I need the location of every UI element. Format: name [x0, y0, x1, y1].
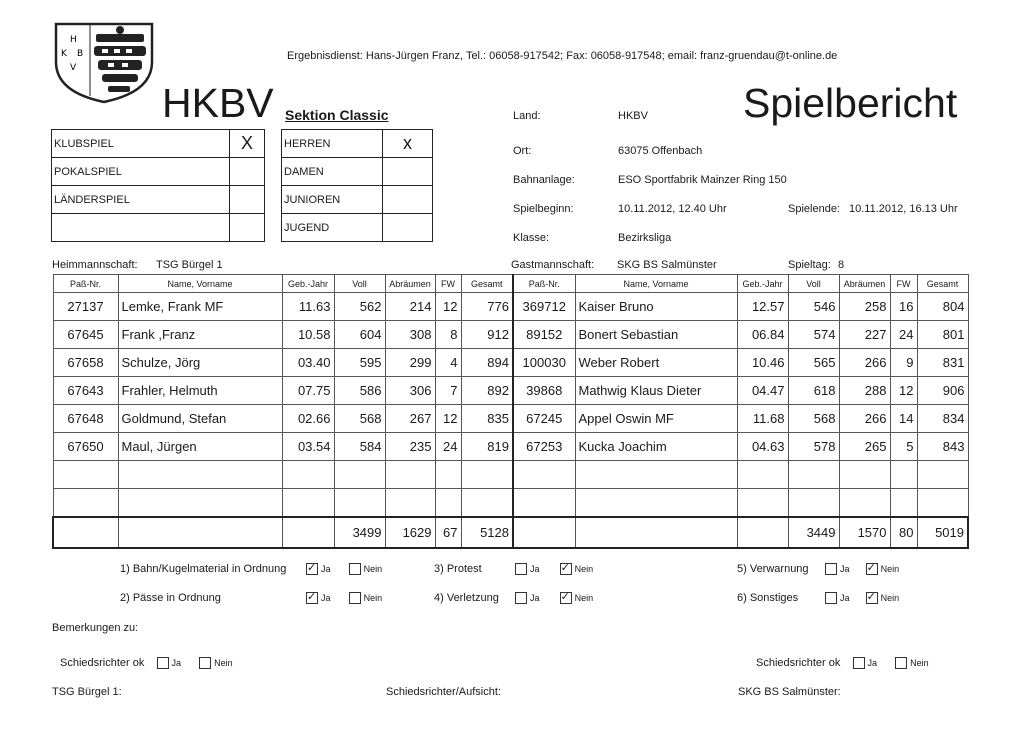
guest-cell-ges: 834 [917, 405, 968, 433]
home-cell-abr: 214 [385, 293, 435, 321]
col-pass-home: Paß-Nr. [53, 275, 118, 293]
col-geb-home: Geb.-Jahr [282, 275, 334, 293]
logo-letter-h: H [70, 35, 77, 45]
referee-signature-label: Schiedsrichter/Aufsicht: [386, 686, 501, 698]
check-protest-label: 3) Protest [434, 563, 482, 575]
guest-cell-name [575, 489, 737, 518]
game-type-klubspiel: KLUBSPIEL [52, 130, 230, 158]
referee-ok-left [60, 657, 233, 669]
guest-cell-fw [890, 489, 917, 518]
table-row [53, 293, 968, 321]
col-ges-home: Gesamt [461, 275, 513, 293]
check-paesse-nein-box[interactable] [349, 592, 361, 604]
guest-total-voll: 3449 [788, 517, 839, 548]
guest-team-label: Gastmannschaft: [511, 259, 595, 271]
home-cell-pass: 67648 [53, 405, 118, 433]
check-bahn-ja-label: Ja [321, 564, 331, 575]
guest-cell-name: Kaiser Bruno [575, 293, 737, 321]
totals-empty [118, 517, 282, 548]
guest-cell-abr [839, 461, 890, 489]
check-sonstiges [737, 592, 798, 604]
table-row [53, 489, 968, 518]
home-cell-voll: 595 [334, 349, 385, 377]
totals-empty [737, 517, 788, 548]
guest-total-fw: 80 [890, 517, 917, 548]
check-paesse-options [306, 592, 382, 604]
guest-total-ges: 5019 [917, 517, 968, 548]
category-junioren-mark[interactable] [383, 186, 433, 214]
guest-cell-abr: 265 [839, 433, 890, 461]
category-damen-mark[interactable] [383, 158, 433, 186]
home-cell-fw: 12 [435, 293, 461, 321]
totals-empty [53, 517, 118, 548]
referee-ok-left-ja-box[interactable] [157, 657, 169, 669]
check-verwarnung-ja-box[interactable] [825, 563, 837, 575]
home-cell-voll: 586 [334, 377, 385, 405]
table-header-row [53, 275, 968, 293]
home-cell-voll [334, 489, 385, 518]
check-paesse-label: 2) Pässe in Ordnung [120, 592, 221, 604]
col-abr-home: Abräumen [385, 275, 435, 293]
home-cell-voll: 604 [334, 321, 385, 349]
guest-cell-pass: 67253 [513, 433, 575, 461]
home-cell-abr: 306 [385, 377, 435, 405]
guest-cell-pass [513, 461, 575, 489]
col-fw-home: FW [435, 275, 461, 293]
guest-cell-pass: 39868 [513, 377, 575, 405]
home-cell-name: Goldmund, Stefan [118, 405, 282, 433]
guest-cell-abr [839, 489, 890, 518]
guest-cell-abr: 227 [839, 321, 890, 349]
guest-cell-fw: 5 [890, 433, 917, 461]
home-total-fw: 67 [435, 517, 461, 548]
referee-ok-right [756, 657, 929, 669]
totals-empty [575, 517, 737, 548]
referee-ok-left-nein-box[interactable] [199, 657, 211, 669]
table-row [53, 349, 968, 377]
home-cell-name: Frahler, Helmuth [118, 377, 282, 405]
guest-cell-name: Weber Robert [575, 349, 737, 377]
report-title: Spielbericht [743, 80, 958, 126]
remarks-label: Bemerkungen zu: [52, 622, 139, 634]
land-label: Land: [513, 110, 541, 122]
guest-cell-geb: 11.68 [737, 405, 788, 433]
check-bahn-nein-label: Nein [363, 564, 383, 575]
guest-cell-geb: 06.84 [737, 321, 788, 349]
check-paesse-nein-label: Nein [363, 593, 383, 604]
home-cell-abr [385, 489, 435, 518]
col-name-guest: Name, Vorname [575, 275, 737, 293]
guest-cell-name: Appel Oswin MF [575, 405, 737, 433]
home-cell-geb: 07.75 [282, 377, 334, 405]
home-cell-ges: 892 [461, 377, 513, 405]
guest-cell-fw [890, 461, 917, 489]
home-cell-geb: 03.40 [282, 349, 334, 377]
spielende-label: Spielende: [788, 203, 840, 215]
check-sonstiges-ja-box[interactable] [825, 592, 837, 604]
home-cell-fw: 12 [435, 405, 461, 433]
hkbv-title: HKBV [162, 80, 274, 126]
guest-cell-name: Bonert Sebastian [575, 321, 737, 349]
home-cell-name: Frank ,Franz [118, 321, 282, 349]
guest-cell-ges [917, 461, 968, 489]
hkbv-logo [52, 20, 156, 104]
guest-team-name: SKG BS Salmünster [617, 259, 717, 271]
check-verletzung-nein-box[interactable] [560, 592, 572, 604]
check-protest-options [515, 563, 593, 575]
guest-cell-name: Kucka Joachim [575, 433, 737, 461]
home-cell-geb [282, 489, 334, 518]
guest-cell-voll: 578 [788, 433, 839, 461]
check-verletzung-label: 4) Verletzung [434, 592, 499, 604]
guest-cell-pass: 100030 [513, 349, 575, 377]
home-cell-abr: 235 [385, 433, 435, 461]
guest-cell-ges: 906 [917, 377, 968, 405]
game-type-empty-mark[interactable] [230, 214, 265, 242]
guest-cell-geb: 12.57 [737, 293, 788, 321]
spielbeginn-value: 10.11.2012, 12.40 Uhr [618, 203, 727, 215]
home-total-ges: 5128 [461, 517, 513, 548]
home-total-abr: 1629 [385, 517, 435, 548]
check-protest-nein-label: Nein [574, 564, 594, 575]
home-cell-ges: 819 [461, 433, 513, 461]
home-cell-ges: 894 [461, 349, 513, 377]
guest-cell-geb: 04.47 [737, 377, 788, 405]
referee-ok-right-ja-box[interactable] [853, 657, 865, 669]
game-type-box [51, 129, 265, 242]
col-name-home: Name, Vorname [118, 275, 282, 293]
guest-total-abr: 1570 [839, 517, 890, 548]
check-verwarnung-options [825, 563, 899, 575]
guest-cell-voll: 568 [788, 405, 839, 433]
home-cell-abr [385, 461, 435, 489]
referee-ok-left-nein-label: Nein [214, 658, 233, 669]
table-row [53, 405, 968, 433]
guest-cell-geb: 04.63 [737, 433, 788, 461]
referee-ok-right-label: Schiedsrichter ok [756, 657, 841, 669]
spielbeginn-label: Spielbeginn: [513, 203, 574, 215]
col-abr-guest: Abräumen [839, 275, 890, 293]
home-cell-ges: 776 [461, 293, 513, 321]
guest-cell-abr: 288 [839, 377, 890, 405]
category-jugend-mark[interactable] [383, 214, 433, 242]
home-cell-pass: 67645 [53, 321, 118, 349]
home-cell-geb: 11.63 [282, 293, 334, 321]
home-cell-fw: 4 [435, 349, 461, 377]
home-cell-abr: 267 [385, 405, 435, 433]
col-voll-guest: Voll [788, 275, 839, 293]
check-sonstiges-nein-label: Nein [880, 593, 900, 604]
check-bahn [120, 563, 286, 575]
check-verwarnung-label: 5) Verwarnung [737, 563, 809, 575]
category-herren-mark[interactable]: x [383, 130, 433, 158]
totals-empty [282, 517, 334, 548]
referee-ok-right-nein-box[interactable] [895, 657, 907, 669]
home-cell-pass [53, 489, 118, 518]
check-verwarnung [737, 563, 809, 575]
spieltag-label: Spieltag: [788, 259, 831, 271]
result-service-line: Ergebnisdienst: Hans-Jürgen Franz, Tel.: 06058-917542; Fax: 06058-917548; email: franz-gruendau@t-online.de [287, 50, 838, 62]
guest-cell-voll [788, 489, 839, 518]
home-cell-pass: 67658 [53, 349, 118, 377]
guest-cell-name [575, 461, 737, 489]
ort-value: 63075 Offenbach [618, 145, 703, 157]
home-cell-voll: 584 [334, 433, 385, 461]
home-total-voll: 3499 [334, 517, 385, 548]
check-protest-ja-box[interactable] [515, 563, 527, 575]
logo-letter-b: B [77, 49, 84, 59]
guest-cell-fw: 9 [890, 349, 917, 377]
check-sonstiges-options [825, 592, 899, 604]
check-protest-ja-label: Ja [530, 564, 540, 575]
check-sonstiges-label: 6) Sonstiges [737, 592, 799, 604]
home-cell-abr: 308 [385, 321, 435, 349]
guest-cell-ges: 801 [917, 321, 968, 349]
guest-cell-geb [737, 489, 788, 518]
home-cell-pass: 67650 [53, 433, 118, 461]
klasse-label: Klasse: [513, 232, 550, 244]
results-table [52, 274, 969, 549]
check-verletzung [434, 592, 499, 604]
col-pass-guest: Paß-Nr. [513, 275, 575, 293]
table-row [53, 321, 968, 349]
game-type-empty [52, 214, 230, 242]
guest-cell-ges: 843 [917, 433, 968, 461]
home-team-label: Heimmannschaft: [52, 259, 138, 271]
home-cell-geb: 03.54 [282, 433, 334, 461]
check-paesse-ja-box[interactable] [306, 592, 318, 604]
totals-row [53, 517, 968, 548]
guest-cell-voll: 618 [788, 377, 839, 405]
category-box [281, 129, 433, 242]
home-cell-pass [53, 461, 118, 489]
totals-empty [513, 517, 575, 548]
guest-cell-abr: 266 [839, 349, 890, 377]
guest-cell-pass [513, 489, 575, 518]
check-verwarnung-nein-box[interactable] [866, 563, 878, 575]
referee-ok-left-label: Schiedsrichter ok [60, 657, 145, 669]
home-cell-geb [282, 461, 334, 489]
guest-cell-fw: 14 [890, 405, 917, 433]
home-cell-geb: 10.58 [282, 321, 334, 349]
category-junioren: JUNIOREN [282, 186, 383, 214]
game-type-laenderspiel: LÄNDERSPIEL [52, 186, 230, 214]
home-cell-name: Schulze, Jörg [118, 349, 282, 377]
check-protest-nein-box[interactable] [560, 563, 572, 575]
land-value: HKBV [618, 110, 648, 122]
category-jugend: JUGEND [282, 214, 383, 242]
check-verletzung-options [515, 592, 593, 604]
home-cell-fw: 24 [435, 433, 461, 461]
game-type-klubspiel-mark[interactable]: X [230, 130, 265, 158]
ort-label: Ort: [513, 145, 532, 157]
check-bahn-ja-box[interactable] [306, 563, 318, 575]
check-bahn-options [306, 563, 382, 575]
col-ges-guest: Gesamt [917, 275, 968, 293]
home-cell-name [118, 489, 282, 518]
col-voll-home: Voll [334, 275, 385, 293]
guest-cell-pass: 369712 [513, 293, 575, 321]
guest-cell-ges [917, 489, 968, 518]
home-cell-name: Lemke, Frank MF [118, 293, 282, 321]
category-herren: HERREN [282, 130, 383, 158]
home-cell-fw [435, 489, 461, 518]
home-team-name: TSG Bürgel 1 [156, 259, 223, 271]
check-verletzung-ja-label: Ja [530, 593, 540, 604]
home-cell-voll [334, 461, 385, 489]
guest-cell-geb: 10.46 [737, 349, 788, 377]
bahnanlage-value: ESO Sportfabrik Mainzer Ring 150 [618, 174, 787, 186]
guest-cell-ges: 804 [917, 293, 968, 321]
home-cell-voll: 568 [334, 405, 385, 433]
home-cell-ges [461, 489, 513, 518]
guest-cell-voll: 565 [788, 349, 839, 377]
check-paesse-ja-label: Ja [321, 593, 331, 604]
home-cell-pass: 27137 [53, 293, 118, 321]
section-title: Sektion Classic [285, 107, 389, 123]
table-row [53, 377, 968, 405]
home-cell-name: Maul, Jürgen [118, 433, 282, 461]
spielende-value: 10.11.2012, 16.13 Uhr [849, 203, 958, 215]
spieltag-value: 8 [838, 259, 845, 271]
guest-cell-fw: 24 [890, 321, 917, 349]
home-cell-fw: 8 [435, 321, 461, 349]
col-fw-guest: FW [890, 275, 917, 293]
game-type-pokalspiel-mark[interactable] [230, 158, 265, 186]
home-signature-label: TSG Bürgel 1: [52, 686, 122, 698]
home-cell-name [118, 461, 282, 489]
check-verletzung-ja-box[interactable] [515, 592, 527, 604]
logo-letter-k: K [61, 49, 67, 59]
home-cell-abr: 299 [385, 349, 435, 377]
guest-cell-name: Mathwig Klaus Dieter [575, 377, 737, 405]
referee-ok-left-ja-label: Ja [171, 658, 182, 669]
home-cell-fw [435, 461, 461, 489]
table-row [53, 433, 968, 461]
check-paesse [120, 592, 221, 604]
guest-signature-label: SKG BS Salmünster: [738, 686, 841, 698]
guest-cell-fw: 16 [890, 293, 917, 321]
bahnanlage-label: Bahnanlage: [513, 174, 575, 186]
guest-cell-pass: 67245 [513, 405, 575, 433]
check-sonstiges-ja-label: Ja [840, 593, 850, 604]
check-bahn-nein-box[interactable] [349, 563, 361, 575]
check-verwarnung-nein-label: Nein [880, 564, 900, 575]
col-geb-guest: Geb.-Jahr [737, 275, 788, 293]
home-cell-ges: 912 [461, 321, 513, 349]
referee-ok-right-ja-label: Ja [867, 658, 878, 669]
guest-cell-pass: 89152 [513, 321, 575, 349]
home-cell-pass: 67643 [53, 377, 118, 405]
home-cell-geb: 02.66 [282, 405, 334, 433]
home-cell-voll: 562 [334, 293, 385, 321]
guest-cell-voll [788, 461, 839, 489]
guest-cell-voll: 574 [788, 321, 839, 349]
game-type-laenderspiel-mark[interactable] [230, 186, 265, 214]
guest-cell-ges: 831 [917, 349, 968, 377]
check-verletzung-nein-label: Nein [574, 593, 594, 604]
home-cell-ges [461, 461, 513, 489]
home-cell-ges: 835 [461, 405, 513, 433]
check-sonstiges-nein-box[interactable] [866, 592, 878, 604]
category-damen: DAMEN [282, 158, 383, 186]
referee-ok-right-nein-label: Nein [910, 658, 929, 669]
guest-cell-abr: 258 [839, 293, 890, 321]
guest-cell-geb [737, 461, 788, 489]
guest-cell-fw: 12 [890, 377, 917, 405]
player-rows [53, 293, 968, 518]
home-cell-fw: 7 [435, 377, 461, 405]
game-type-pokalspiel: POKALSPIEL [52, 158, 230, 186]
klasse-value: Bezirksliga [618, 232, 672, 244]
guest-cell-voll: 546 [788, 293, 839, 321]
check-verwarnung-ja-label: Ja [840, 564, 850, 575]
check-bahn-label: 1) Bahn/Kugelmaterial in Ordnung [120, 563, 287, 575]
check-protest [434, 563, 482, 575]
table-row [53, 461, 968, 489]
guest-cell-abr: 266 [839, 405, 890, 433]
logo-letter-v: V [70, 63, 77, 73]
